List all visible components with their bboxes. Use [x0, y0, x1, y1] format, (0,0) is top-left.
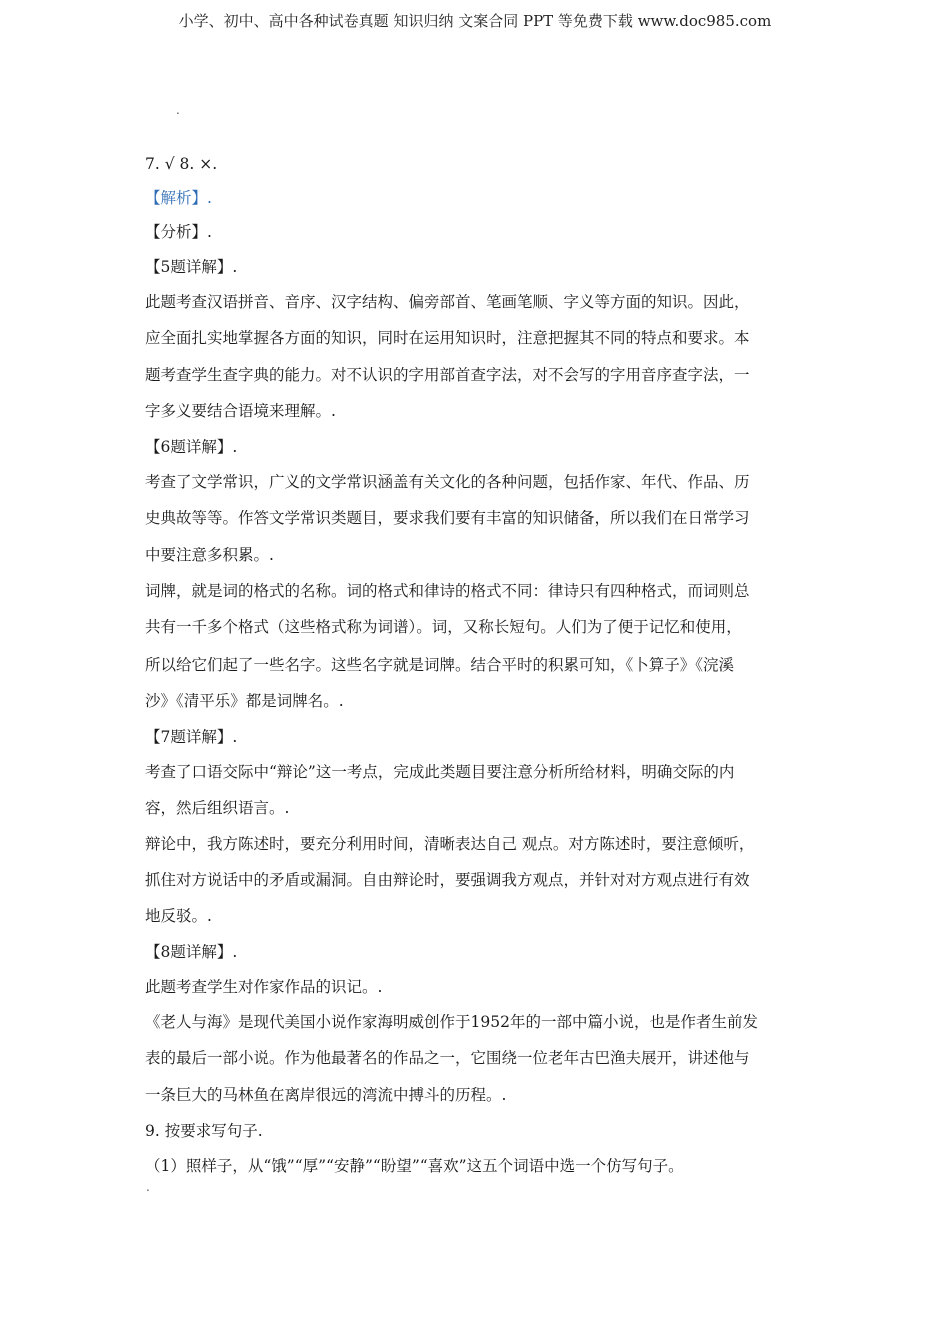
q7-heading: 【7题详解】.: [145, 728, 238, 746]
text-line: 表的最后一部小说。作为他最著名的作品之一，它围绕一位老年古巴渔夫展开，讲述他与: [145, 1049, 750, 1067]
text-line: 地反驳。.: [145, 907, 212, 925]
answer-line: 7. √ 8. ×.: [145, 155, 218, 173]
text-line: 辩论中，我方陈述时，要充分利用时间，清晰表达自己 观点。对方陈述时，要注意倾听，: [145, 835, 755, 853]
q9-sub1: （1）照样子，从“饿”“厚”“安静”“盼望”“喜欢”这五个词语中选一个仿写句子。: [145, 1157, 684, 1175]
text-line: 考查了口语交际中“辩论”这一考点，完成此类题目要注意分析所给材料，明确交际的内: [145, 763, 735, 781]
text-line: 考查了文学常识，广义的文学常识涵盖有关文化的各种问题，包括作家、年代、作品、历: [145, 473, 750, 491]
page-header: 小学、初中、高中各种试卷真题 知识归纳 文案合同 PPT 等免费下载 www.doc985.com: [178, 12, 772, 30]
text-line: 字多义要结合语境来理解。.: [145, 402, 336, 420]
text-line: 此题考查学生对作家作品的识记。.: [145, 978, 383, 996]
analysis-heading: 【解析】.: [145, 189, 212, 207]
q9-heading: 9. 按要求写句子.: [145, 1122, 263, 1140]
text-line: 《老人与海》是现代美国小说作家海明威创作于1952年的一部中篇小说，也是作者生前发: [145, 1013, 758, 1031]
text-line: 沙》《清平乐》都是词牌名。.: [145, 692, 344, 710]
text-line: 一条巨大的马林鱼在离岸很远的湾流中搏斗的历程。.: [145, 1086, 507, 1104]
fenxi-heading: 【分析】.: [145, 223, 212, 241]
text-line: 词牌，就是词的格式的名称。词的格式和律诗的格式不同：律诗只有四种格式，而词则总: [145, 582, 750, 600]
text-line: 中要注意多积累。.: [145, 546, 274, 564]
text-line: 容，然后组织语言。.: [145, 799, 290, 817]
text-line: 所以给它们起了一些名字。这些名字就是词牌。结合平时的积累可知，《卜算子》《浣溪: [145, 656, 735, 674]
q6-heading: 【6题详解】.: [145, 438, 238, 456]
text-line: 题考查学生查字典的能力。对不认识的字用部首查字法，对不会写的字用音序查字法，一: [145, 366, 750, 384]
stray-mark-top: .: [176, 103, 180, 117]
text-line: 应全面扎实地掌握各方面的知识，同时在运用知识时，注意把握其不同的特点和要求。本: [145, 329, 750, 347]
text-line: 此题考查汉语拼音、音序、汉字结构、偏旁部首、笔画笔顺、字义等方面的知识。因此，: [145, 293, 750, 311]
q8-heading: 【8题详解】.: [145, 943, 238, 961]
text-line: 抓住对方说话中的矛盾或漏洞。自由辩论时，要强调我方观点，并针对对方观点进行有效: [145, 871, 750, 889]
text-line: 史典故等等。作答文学常识类题目，要求我们要有丰富的知识储备，所以我们在日常学习: [145, 509, 750, 527]
text-line: 共有一千多个格式（这些格式称为词谱）。词，又称长短句。人们为了便于记忆和使用，: [145, 618, 742, 636]
stray-mark-bottom: .: [146, 1180, 150, 1194]
q5-heading: 【5题详解】.: [145, 258, 238, 276]
